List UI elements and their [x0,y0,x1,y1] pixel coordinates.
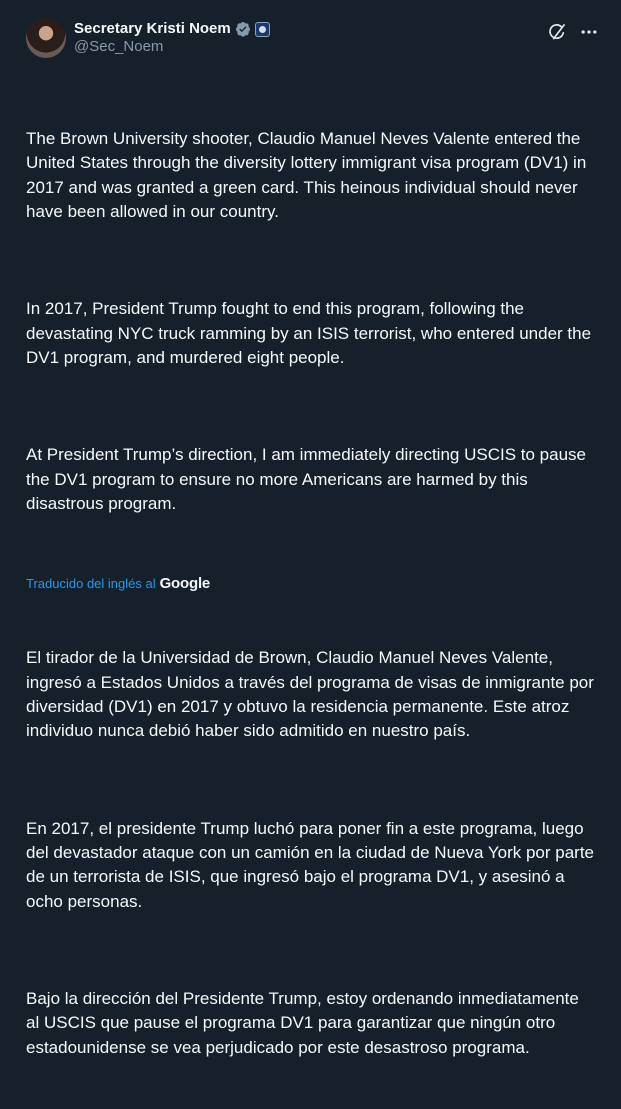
translation-attribution[interactable] [26,573,595,593]
google-logo: Google [159,574,211,592]
translation-label: Traducido del inglés al [26,575,156,591]
author-handle[interactable]: @Sec_Noem [74,38,164,55]
post-text-translated [26,597,599,1109]
post-text-original [26,78,596,565]
author-name-row [74,20,270,38]
dhs-seal-icon[interactable] [255,22,270,37]
author-display-name[interactable]: Secretary Kristi Noem [74,20,231,37]
post-paragraph: At President Trump’s direction, I am immediately directing USCIS to pause the DV1 program to ensure no more Americans are harmed by this disastrous program. [26,445,591,514]
verified-badge-icon[interactable] [235,21,251,37]
translated-paragraph: Bajo la dirección del Presidente Trump, estoy ordenando inmediatamente al USCIS que pause el programa DV1 para garantizar que ningún otro estadounidense se vea perjudicado por este desastroso programa. [26,989,584,1057]
author-identity [74,20,270,56]
translated-paragraph: El tirador de la Universidad de Brown, Claudio Manuel Neves Valente, ingresó a Estados Unidos a través del programa de visas de inmigrante por diversidad (DV1) en 2017 y obtuvo la residencia permanente. Este atroz individuo nunca debió haber sido admitido en nuestro país. [26,648,599,741]
post-paragraph: In 2017, President Trump fought to end this program, following the devastating NYC truck ramming by an ISIS terrorist, who entered under the DV1 program, and murdered eight people. [26,299,596,368]
post-header [26,16,595,60]
translated-paragraph: En 2017, el presidente Trump luchó para poner fin a este programa, luego del devastador ataque con un camión en la ciudad de Nueva York por parte de un terrorista de ISIS, que ingresó bajo el programa DV1, y asesinó a ocho personas. [26,818,599,911]
more-icon[interactable] [579,22,599,42]
author-avatar[interactable] [26,18,66,58]
post-paragraph: The Brown University shooter, Claudio Manuel Neves Valente entered the United States through the diversity lottery immigrant visa program (DV1) in 2017 and was granted a green card. This heinous individual should never have been allowed in our country. [26,128,592,222]
grok-icon[interactable] [547,22,567,42]
